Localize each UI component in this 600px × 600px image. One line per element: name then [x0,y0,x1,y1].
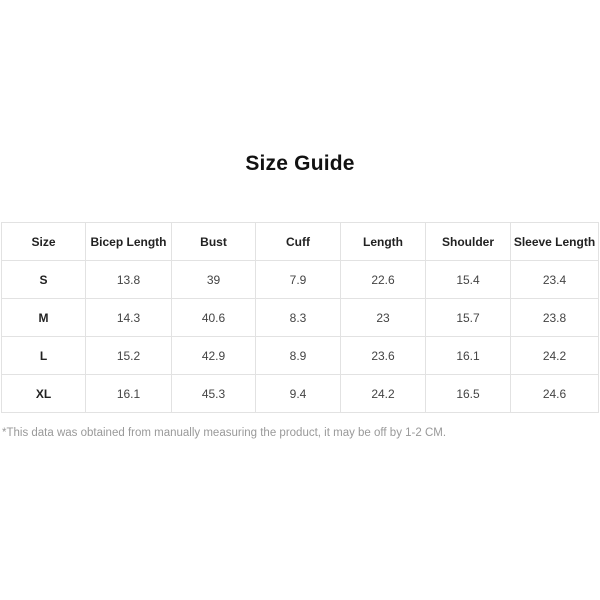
table-cell: 23.4 [511,261,599,299]
table-cell: 24.6 [511,375,599,413]
table-cell: 23 [341,299,426,337]
table-cell: 23.6 [341,337,426,375]
table-cell: 9.4 [256,375,341,413]
table-cell: 16.1 [426,337,511,375]
table-cell: 7.9 [256,261,341,299]
table-cell: 8.9 [256,337,341,375]
table-cell: 14.3 [86,299,172,337]
table-cell: 23.8 [511,299,599,337]
size-cell: XL [2,375,86,413]
header-bust: Bust [172,223,256,261]
size-cell: S [2,261,86,299]
size-cell: L [2,337,86,375]
table-cell: 39 [172,261,256,299]
table-cell: 24.2 [511,337,599,375]
table-row [2,337,599,375]
header-length: Length [341,223,426,261]
table-cell: 16.5 [426,375,511,413]
table-cell: 15.4 [426,261,511,299]
table-cell: 8.3 [256,299,341,337]
header-bicep-length: Bicep Length [86,223,172,261]
size-table [1,222,599,413]
measurement-disclaimer: *This data was obtained from manually measuring the product, it may be off by 1-2 CM. [2,427,447,439]
table-cell: 15.2 [86,337,172,375]
header-shoulder: Shoulder [426,223,511,261]
table-cell: 13.8 [86,261,172,299]
table-cell: 16.1 [86,375,172,413]
table-cell: 22.6 [341,261,426,299]
table-cell: 24.2 [341,375,426,413]
table-cell: 45.3 [172,375,256,413]
table-row [2,375,599,413]
table-header-row [2,223,599,261]
table-row [2,261,599,299]
page-title: Size Guide [245,152,355,175]
table-row [2,299,599,337]
table-cell: 42.9 [172,337,256,375]
table-cell: 15.7 [426,299,511,337]
header-cuff: Cuff [256,223,341,261]
header-sleeve-length: Sleeve Length [511,223,599,261]
size-cell: M [2,299,86,337]
table-cell: 40.6 [172,299,256,337]
header-size: Size [2,223,86,261]
